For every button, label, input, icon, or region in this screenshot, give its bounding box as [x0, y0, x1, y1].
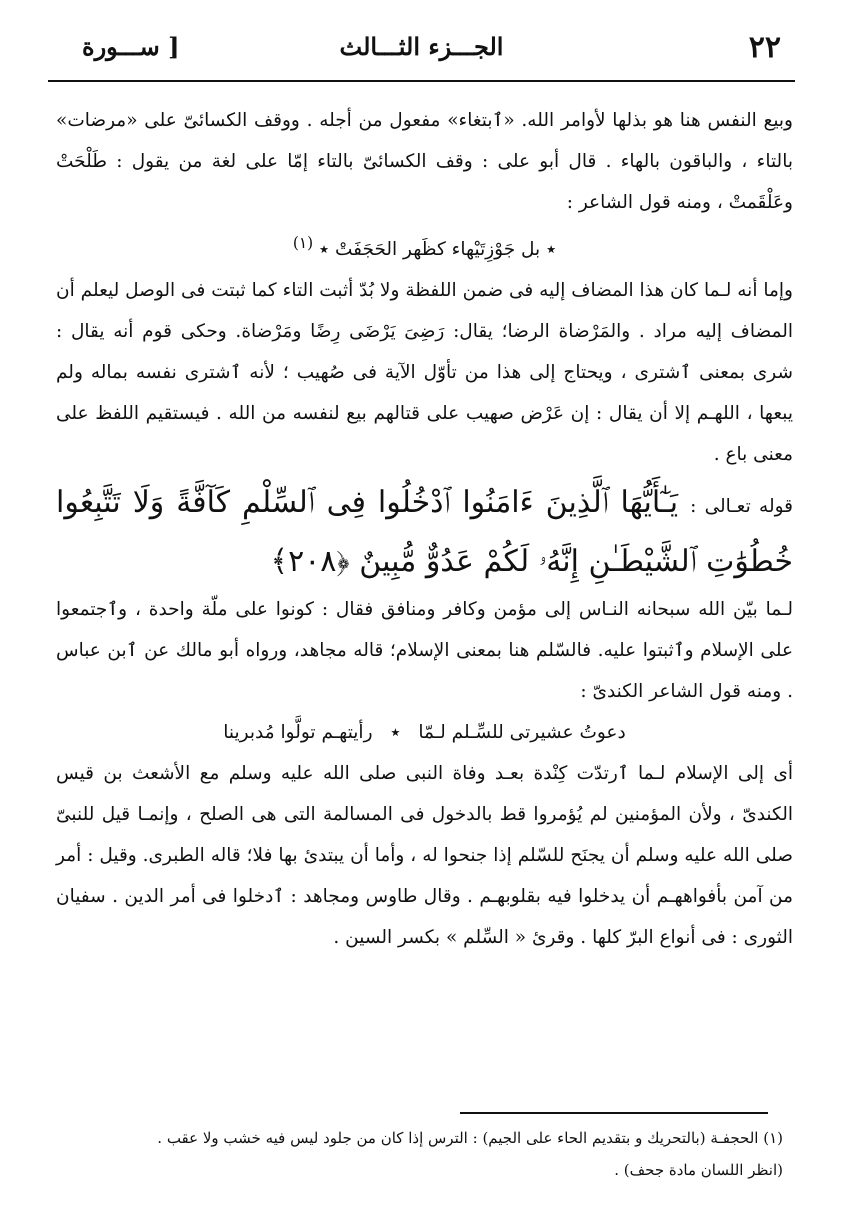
quran-verse-text: يَـٰٓأَيُّهَا ٱلَّذِينَ ءَامَنُوا ٱدْخُلُوا فِى ٱلسِّلْمِ كَآفَّةً وَلَا تَتَّبِعُوا خُطُوَٰتِ ٱلشَّيْطَـٰنِ إِنَّهُۥ لَكُمْ عَدُوٌّ مُّبِينٌ — [56, 485, 793, 580]
paragraph-2: وإما أنه لـما كان هذا المضاف إليه فى ضمن اللفظة ولا بُدّ أثبت التاء كما ثبتت فى الوصل ليعلم أن المضاف إليه مراد . والمَرْضاة الرضا؛ يقال: رَضِىَ يَرْضَى رِضًا ومَرْضاة. وحكى قوم أنه يقال : شرى بمعنى ٱشترى ، ويحتاج إلى هذا من تأوّل الآية فى صُهيب ؛ لأنه ٱشترى نفسه بماله ولم يبعها ، اللهـم إلا أن يقال : إن عَرْض صهيب على قتالهم بيع لنفسه من الله . فيستقيم اللفظ على معنى باع . — [56, 280, 793, 466]
poetry-verse-1 — [56, 223, 793, 270]
footnote-line-1: (١) الحجفـة (بالتحريك و بتقديم الحاء على الجيم) : الترس إذا كان من جلود ليس فيه خشب ولا عقب . — [157, 1129, 783, 1147]
paragraph-4: أى إلى الإسلام لـما ٱرتدّت كِنْدة بعـد وفاة النبى صلى الله عليه وسلم مع الأشعث بن قيس الكندىّ ، ولأن المؤمنين لم يُؤمروا قط بالدخول فى المسالمة التى هى الصلح ، وإنمـا قيل للنبىّ صلى الله عليه وسلم أن يجنَح للسّلم إذا جنحوا له ، وأما أن يبتدئ بها فلا؛ قاله الطبرى. وقيل : أمر من آمن بأفواههـم أن يدخلوا فيه بقلوبهـم . وقال طاوس ومجاهد : ٱدخلوا فى أمر الدين . سفيان الثورى : فى أنواع البرّ كلها . وقرئ « السِّلم » بكسر السين . — [56, 763, 793, 949]
poetry-couplet — [56, 712, 793, 753]
paragraph-3: لـما بيّن الله سبحانه النـاس إلى مؤمن وكافر ومنافق فقال : كونوا على ملّة واحدة ، وٱجتمعوا على الإسلام وٱثبتوا عليه. فالسّلم هنا بمعنى الإسلام؛ قاله مجاهد، ورواه أبو مالك عن ٱبن عباس . ومنه قول الشاعر الكندىّ : — [56, 599, 793, 703]
page-header — [48, 18, 795, 82]
footnote-marker: (١) — [292, 234, 314, 252]
surah-label: ســـورة ] — [82, 32, 180, 61]
paragraph-1: وبيع النفس هنا هو بذلها لأوامر الله. «ٱبتغاء» مفعول من أجله . ووقف الكسائىّ على «مرضات» بالتاء ، والباقون بالهاء . قال أبو على : وقف الكسائىّ بالتاء إمّا على لغة من يقول : طَلْحَتْ وعَلْقَمتْ ، ومنه قول الشاعر : — [56, 110, 793, 213]
main-text — [56, 100, 793, 958]
footnote — [56, 1122, 783, 1186]
couplet-separator: ٭ — [390, 722, 401, 744]
page-number: ٢٢ — [748, 30, 781, 65]
quran-verse — [56, 475, 793, 589]
ayah-number: ﴿٢٠٨﴾ — [270, 544, 350, 580]
running-title: الجـــزء الثـــالث — [339, 32, 504, 61]
footnote-divider — [460, 1112, 768, 1114]
poetry-verse-1-text: ٭ بل جَوْزِتَيْهاء كظَهر الحَجَفَتْ ٭ — [319, 239, 557, 261]
couplet-second-half: رأيتهـم تولَّوا مُدبرينا — [223, 722, 373, 744]
couplet-first-half: دعوتُ عشيرتى للسِّـلم لـمّا — [418, 722, 626, 744]
footnote-line-2: (انظر اللسان مادة جحف) . — [614, 1161, 783, 1179]
quran-intro-label: قوله تعـالى : — [690, 496, 793, 518]
